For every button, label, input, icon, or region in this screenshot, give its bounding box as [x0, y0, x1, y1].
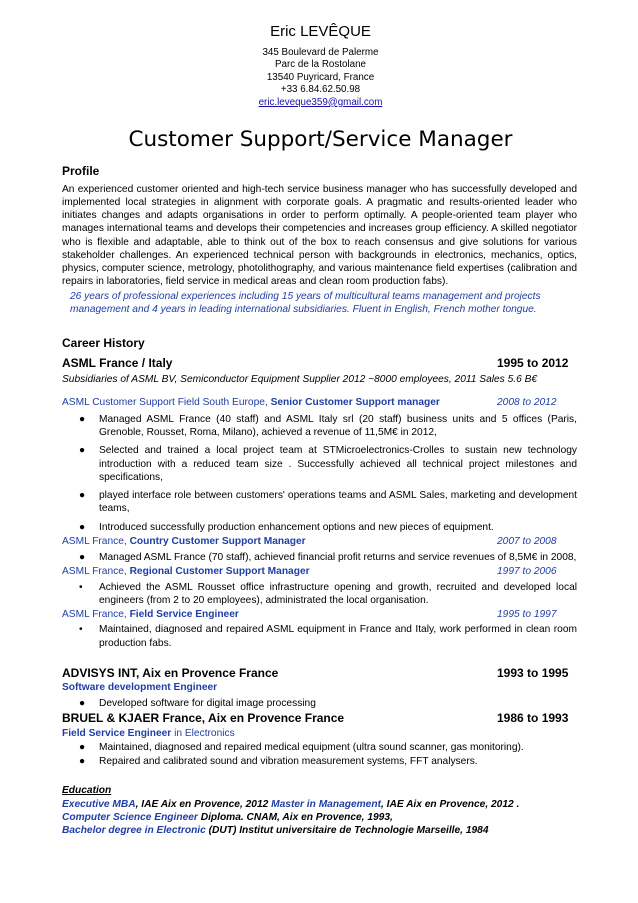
role-detail: in Electronics — [171, 727, 235, 739]
role-title: Regional Customer Support Manager — [129, 566, 310, 578]
role-prefix: ASML Customer Support Field South Europe, — [62, 396, 268, 408]
bullet-icon: ● — [79, 697, 86, 709]
role-bullets — [62, 697, 577, 710]
list-item: ● Selected and trained a local project team at STMicroelectronics-Crolles to sustain new technology introduction with a reduced team size . Successfully achieved all technical project milestones and specifications, — [79, 445, 577, 483]
role-title: Field Service Engineer — [129, 609, 239, 621]
company-name: BRUEL & KJAER France, Aix en Provence France — [62, 710, 345, 725]
resume-header — [62, 22, 577, 109]
bullet-icon: • — [79, 581, 83, 593]
profile-summary: An experienced customer oriented and high-tech service business manager who has successfully developed and implemented local strategies in alignment with corporate goals. A pragmatic and results-oriented leader who initiates changes and adapts organisations in order to perform optimally. A people-oriented team player who manages international teams and develops their competencies and increases group efficiency. A skilled negotiator who is flexible and adaptable, able to think out of the box to reach consensus and give solutions for various stakeholder challenges. An experienced technical person with backgrounds in electronics, mechanics, optics, physics, computer science, metrology, photolithography, and various maintenance field expertises (calibration and repairs in laboratories, field service in medical areas and clean room production fabs). — [62, 183, 577, 288]
role-title: Software development Engineer — [62, 682, 218, 694]
list-item: ● Developed software for digital image processing — [79, 697, 316, 709]
role-dates: 2007 to 2008 — [497, 535, 557, 547]
phone-number: +33 6.84.62.50.98 — [280, 84, 361, 96]
list-item: • Maintained, diagnosed and repaired ASML equipment in France and Italy, work performed in clean room production fabs. — [79, 624, 577, 649]
role-bullets — [62, 413, 577, 534]
list-item: ● Maintained, diagnosed and repaired medical equipment (ultra sound scanner, gas monitoring). — [79, 741, 524, 753]
bullet-icon: • — [79, 624, 83, 636]
profile-heading: Profile — [62, 164, 100, 179]
role-title: Senior Customer Support manager — [270, 396, 440, 408]
job-title: Customer Support/Service Manager — [128, 127, 513, 153]
company-name: ASML France / Italy — [62, 355, 173, 370]
role-bullets — [62, 741, 577, 769]
company-years: 1995 to 2012 — [497, 355, 569, 370]
role-field-service-engineer — [62, 608, 577, 621]
bullet-icon: ● — [79, 490, 86, 502]
education-heading: Education — [62, 785, 112, 797]
education-entry: Computer Science Engineer Diploma. CNAM, Aix en Provence, 1993, — [62, 811, 393, 823]
list-item: • Achieved the ASML Rousset office infrastructure opening and growth, recruited and developed local engineers (from 2 to 20 employees), administrated the local organisation. — [79, 581, 577, 606]
list-item: ● Repaired and calibrated sound and vibration measurement systems, FFT analysers. — [79, 756, 478, 768]
role-dates: 1995 to 1997 — [497, 609, 557, 621]
company-name: ADVISYS INT, Aix en Provence France — [62, 665, 279, 680]
role-bullets — [62, 551, 577, 564]
list-item: ● Managed ASML France (70 staff), achieved financial profit returns and service revenues of 8,5M€ in 2008, — [79, 552, 577, 564]
role-prefix: ASML France, — [62, 566, 127, 578]
role-dates: 2008 to 2012 — [497, 396, 557, 408]
bullet-icon: ● — [79, 552, 86, 564]
bullet-icon: ● — [79, 756, 86, 768]
company-years: 1993 to 1995 — [497, 665, 569, 680]
list-item: ● Managed ASML France (40 staff) and ASML Italy srl (20 staff) business units and 5 offices (Paris, Grenoble, Rousset, Roma, Milano), achieved a revenue of 11,5M€ in 2012, — [79, 413, 577, 439]
bullet-icon: ● — [79, 741, 86, 753]
bullet-icon: ● — [79, 445, 86, 457]
role-bullets — [62, 581, 577, 608]
role-line — [62, 727, 577, 740]
address-block — [62, 47, 577, 110]
profile-highlight: 26 years of professional experiences including 15 years of multicultural teams management and projects management and 4 years in leading international subsidiaries. Fluent in English, French mother tongue. — [70, 290, 541, 315]
education-entry: Executive MBA, IAE Aix en Provence, 2012 Master in Management, IAE Aix en Provence, 2012 . — [62, 798, 520, 810]
role-prefix: ASML France, — [62, 535, 127, 547]
role-prefix: ASML France, — [62, 609, 127, 621]
company-years: 1986 to 1993 — [497, 710, 569, 725]
company-advisys — [62, 666, 577, 682]
company-asml — [62, 356, 577, 372]
resume-page — [62, 20, 577, 837]
address-line: Parc de la Rostolane — [275, 59, 366, 71]
role-bullets — [62, 623, 577, 650]
education-entry: Bachelor degree in Electronic (DUT) Institut universitaire de Technologie Marseille, 1984 — [62, 825, 489, 837]
role-title: Field Service Engineer — [62, 727, 172, 739]
address-line: 13540 Puyricard, France — [266, 71, 375, 83]
address-line: 345 Boulevard de Palerme — [262, 46, 379, 58]
role-regional-customer-support-manager — [62, 565, 577, 578]
role-country-customer-support-manager — [62, 535, 577, 548]
email-link[interactable]: eric.leveque359@gmail.com — [258, 96, 383, 108]
list-item: ● Introduced successfully production enhancement options and new pieces of equipment. — [79, 521, 494, 533]
company-subsidiaries: Subsidiaries of ASML BV, Semiconductor Equipment Supplier 2012 ~8000 employees, 2011 Sales 5.6 B€ — [62, 374, 538, 386]
bullet-icon: ● — [79, 413, 86, 425]
list-item: ● played interface role between customers' operations teams and ASML Sales, marketing and development teams, — [79, 490, 577, 515]
career-history-heading: Career History — [62, 336, 145, 351]
role-dates: 1997 to 2006 — [497, 566, 557, 578]
candidate-name: Eric LEVÊQUE — [270, 23, 371, 40]
role-title: Country Customer Support Manager — [129, 535, 306, 547]
bullet-icon: ● — [79, 521, 86, 533]
role-senior-customer-support-manager — [62, 396, 577, 409]
company-bruel-kjaer — [62, 711, 577, 727]
